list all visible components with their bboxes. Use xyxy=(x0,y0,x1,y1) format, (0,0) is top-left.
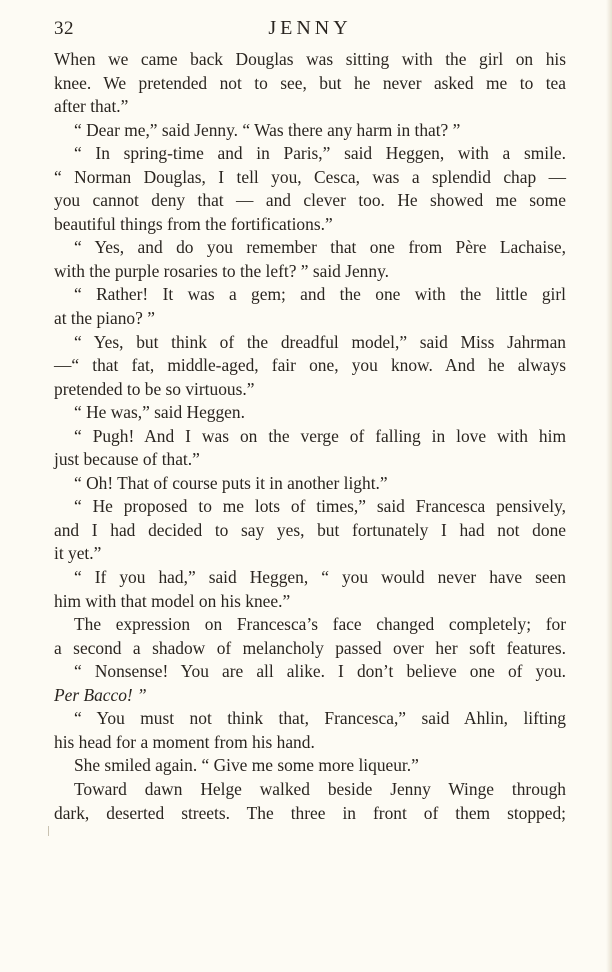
text-line: Toward dawn Helge walked beside Jenny Winge through xyxy=(74,778,566,799)
body-text xyxy=(54,48,566,825)
running-header xyxy=(54,14,566,44)
text-line: Per Bacco! ” xyxy=(54,684,147,705)
text-line: “ Norman Douglas, I tell you, Cesca, was a splendid chap — xyxy=(54,166,566,187)
text-line: after that.” xyxy=(54,96,129,117)
text-line: “ Rather! It was a gem; and the one with the little girl xyxy=(74,284,566,305)
text-line: —“ that fat, middle-aged, fair one, you know. And he always xyxy=(54,355,566,376)
text-line: “ Oh! That of course puts it in another light.” xyxy=(74,472,388,493)
text-line: “ You must not think that, Francesca,” said Ahlin, lifting xyxy=(74,708,566,729)
text-line: When we came back Douglas was sitting with the girl on his xyxy=(54,49,566,69)
text-line: you cannot deny that — and clever too. He showed me some xyxy=(54,190,566,211)
text-line: and I had decided to say yes, but fortunately I had not done xyxy=(54,519,566,540)
text-line: beautiful things from the fortifications.” xyxy=(54,213,333,234)
running-title: JENNY xyxy=(268,17,352,39)
text-line: pretended to be so virtuous.” xyxy=(54,378,255,399)
text-line: a second a shadow of melancholy passed over her soft features. xyxy=(54,637,566,658)
text-line: him with that model on his knee.” xyxy=(54,590,291,611)
text-line: “ If you had,” said Heggen, “ you would never have seen xyxy=(74,567,566,588)
text-line: at the piano? ” xyxy=(54,308,155,329)
text-line: knee. We pretended not to see, but he never asked me to tea xyxy=(54,72,566,93)
text-line: “ Pugh! And I was on the verge of falling in love with him xyxy=(74,425,566,446)
page-number: 32 xyxy=(54,18,74,39)
text-line: She smiled again. “ Give me some more liqueur.” xyxy=(74,755,419,776)
text-line: “ He was,” said Heggen. xyxy=(74,402,245,423)
page-edge-shadow xyxy=(606,0,612,972)
text-line: his head for a moment from his hand. xyxy=(54,731,315,752)
text-line: “ He proposed to me lots of times,” said Francesca pensively, xyxy=(74,496,566,517)
text-line: “ Nonsense! You are all alike. I don’t believe one of you. xyxy=(74,661,566,682)
text-line: “ Dear me,” said Jenny. “ Was there any harm in that? ” xyxy=(74,119,461,140)
text-line: dark, deserted streets. The three in front of them stopped; xyxy=(54,802,566,823)
text-line: The expression on Francesca’s face changed completely; for xyxy=(74,614,566,635)
stray-ink-mark xyxy=(48,826,49,836)
text-line: just because of that.” xyxy=(54,449,200,470)
text-line: “ Yes, and do you remember that one from Père Lachaise, xyxy=(74,237,566,258)
text-line: “ In spring-time and in Paris,” said Heggen, with a smile. xyxy=(74,143,566,164)
text-line: “ Yes, but think of the dreadful model,” said Miss Jahrman xyxy=(74,331,566,352)
text-line: it yet.” xyxy=(54,543,102,564)
text-line: with the purple rosaries to the left? ” said Jenny. xyxy=(54,260,389,281)
